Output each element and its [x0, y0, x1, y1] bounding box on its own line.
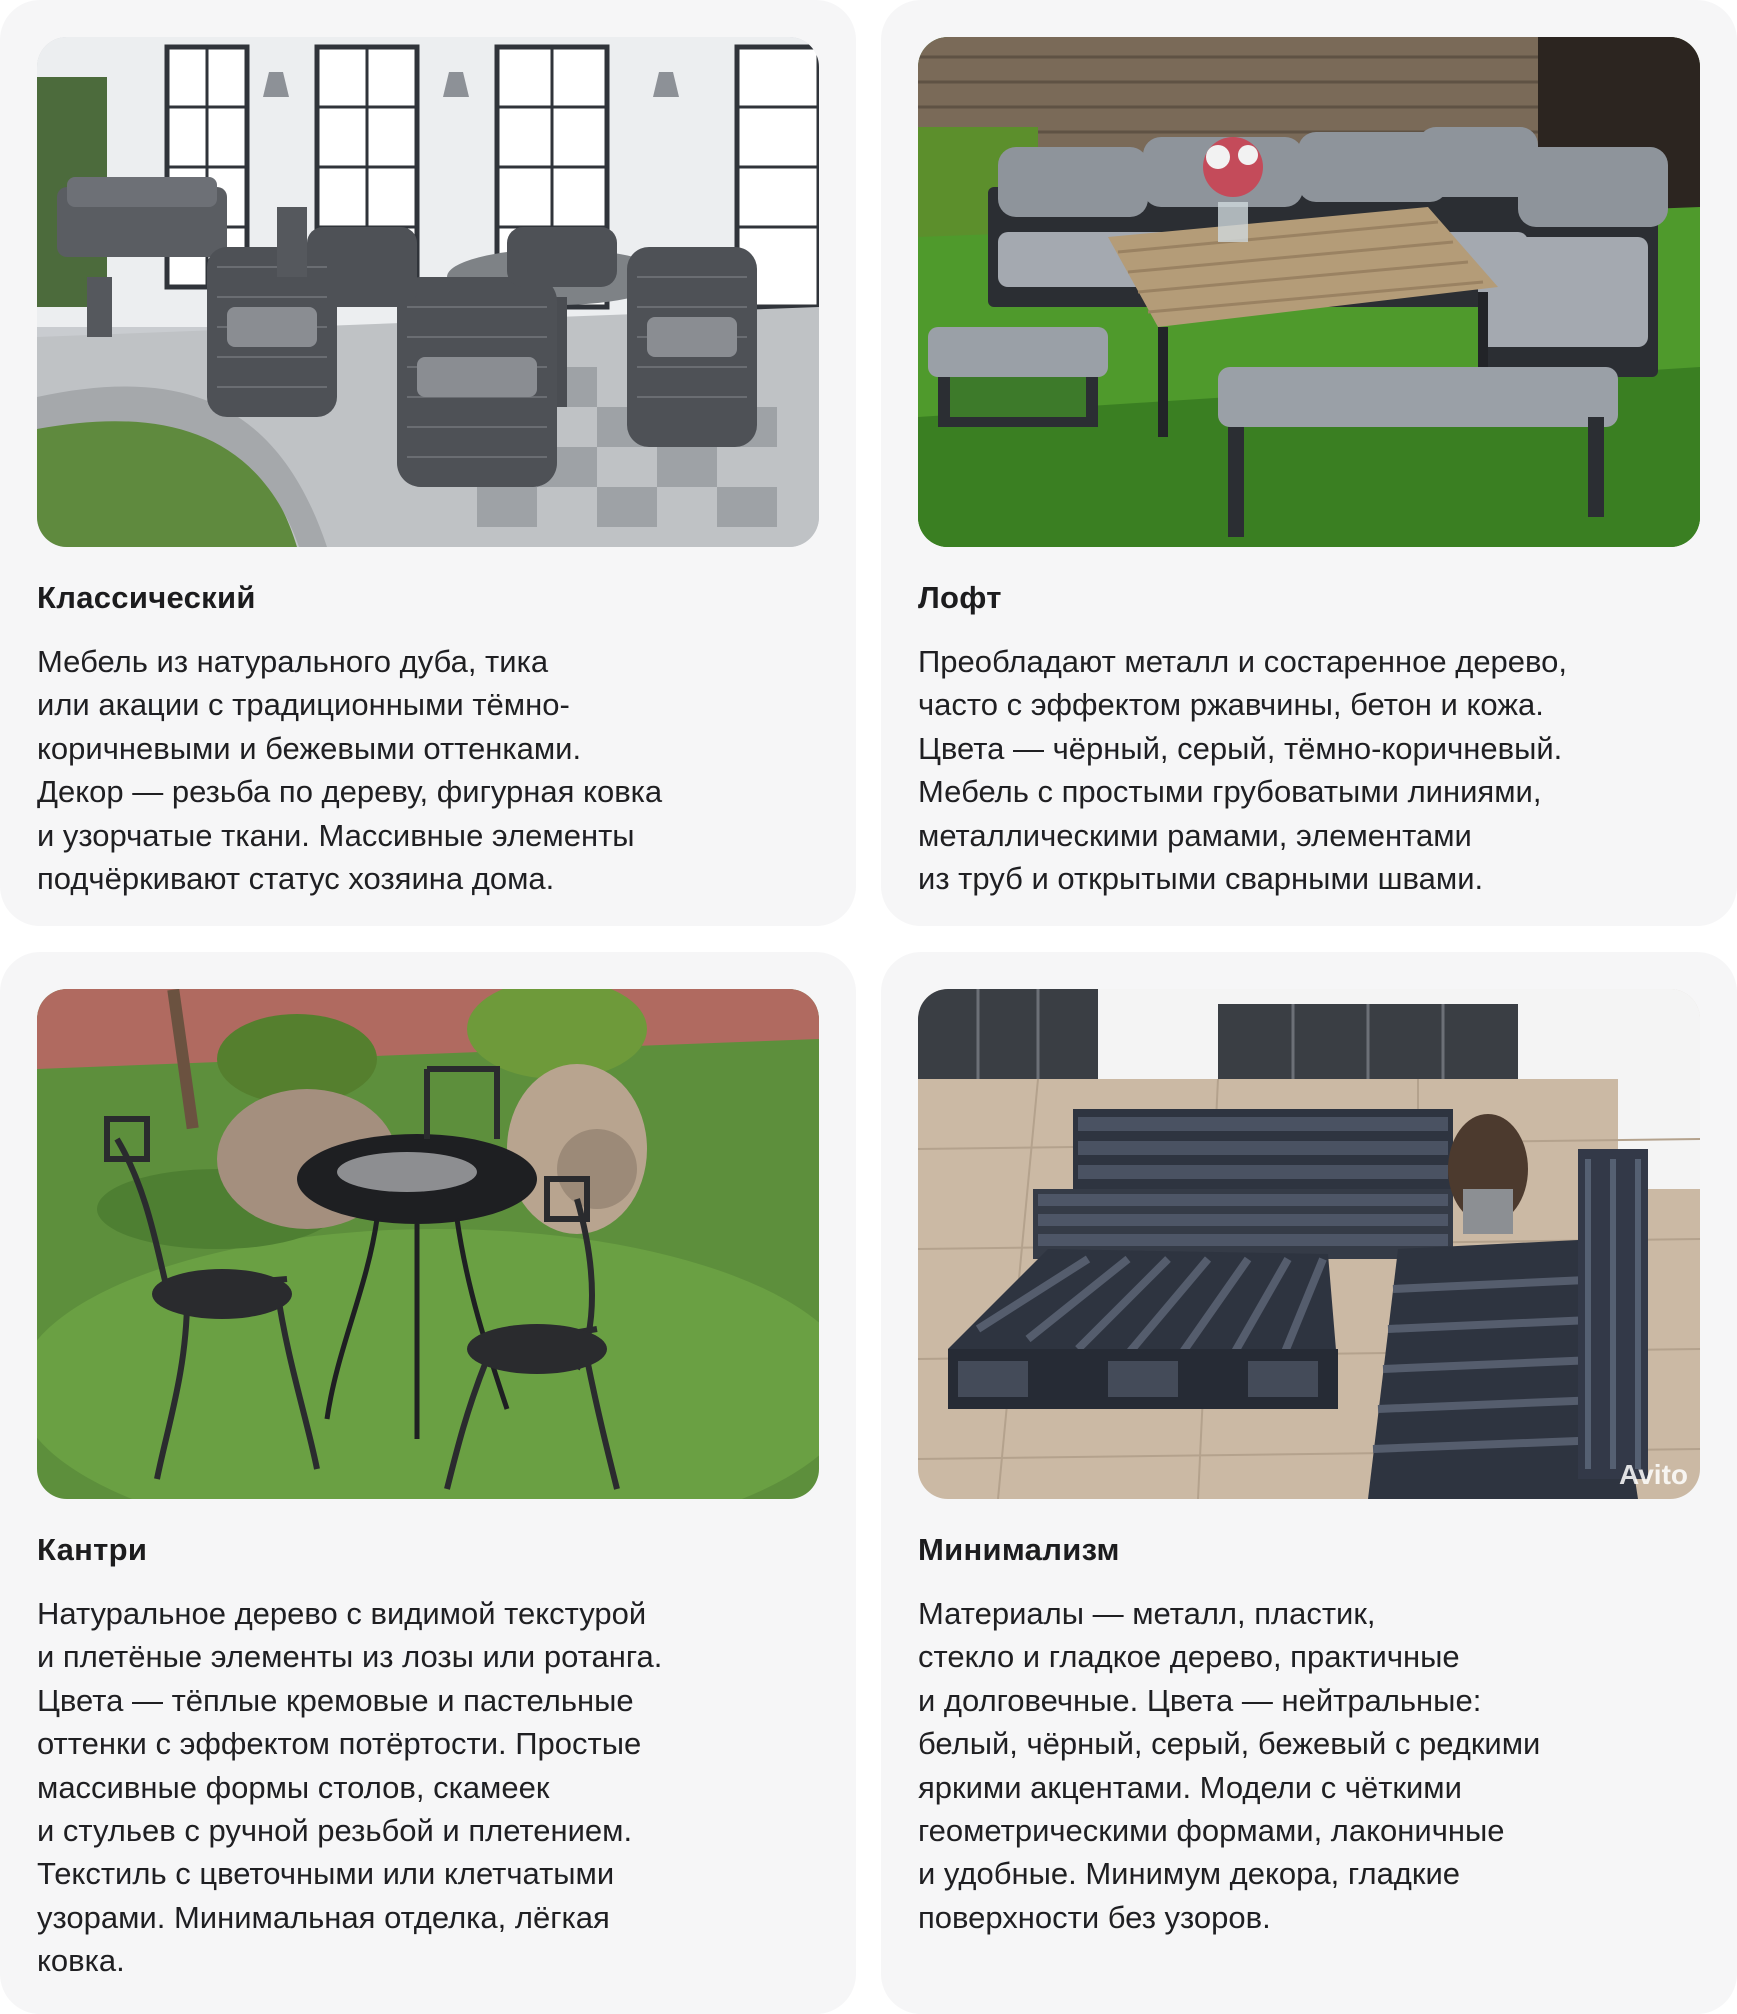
description-line: Цвета — тёплые кремовые и пастельные — [37, 1682, 634, 1718]
description-line: и плетёные элементы из лозы или ротанга. — [37, 1639, 663, 1675]
description-line: Декор — резьба по дереву, фигурная ковка — [37, 774, 663, 810]
photo-loft-garden-furniture — [918, 37, 1700, 547]
description-line: массивные формы столов, скамеек — [37, 1769, 550, 1805]
description-line: белый, чёрный, серый, бежевый с редкими — [918, 1726, 1541, 1762]
description-line: Мебель с простыми грубоватыми линиями, — [918, 774, 1542, 810]
description-line: и узорчатые ткани. Массивные элементы — [37, 817, 635, 853]
description-line: узорами. Минимальная отделка, лёгкая — [37, 1899, 610, 1935]
description-line: и стульев с ручной резьбой и плетением. — [37, 1813, 633, 1849]
card-loft — [881, 0, 1737, 926]
card-description — [37, 640, 662, 900]
card-title: Минимализм — [918, 1532, 1120, 1567]
description-line: Материалы — металл, пластик, — [918, 1596, 1376, 1631]
card-description — [918, 1592, 1540, 1939]
description-line: стекло и гладкое дерево, практичные — [918, 1639, 1460, 1675]
photo-classic-garden-furniture — [37, 37, 819, 547]
description-line: или акации с традиционными тёмно- — [37, 687, 570, 723]
description-line: подчёркивают статус хозяина дома. — [37, 861, 555, 897]
card-title: Классический — [37, 580, 256, 615]
photo-country-garden-furniture — [37, 989, 819, 1499]
description-line: оттенки с эффектом потёртости. Простые — [37, 1726, 642, 1762]
description-line: Цвета — чёрный, серый, тёмно-коричневый. — [918, 730, 1563, 766]
description-line: Натуральное дерево с видимой текстурой — [37, 1596, 647, 1631]
card-minimalism — [881, 952, 1737, 2014]
description-line: из труб и открытыми сварными швами. — [918, 861, 1484, 897]
card-country — [0, 952, 856, 2014]
card-title: Кантри — [37, 1532, 148, 1567]
card-description — [37, 1592, 662, 1983]
description-line: и удобные. Минимум декора, гладкие — [918, 1856, 1461, 1892]
description-line: коричневыми и бежевыми оттенками. — [37, 730, 582, 766]
description-line: часто с эффектом ржавчины, бетон и кожа. — [918, 687, 1544, 723]
photo-minimalism-pallet-furniture — [918, 989, 1700, 1499]
card-title: Лофт — [918, 580, 1002, 615]
description-line: Мебель из натурального дуба, тика — [37, 644, 549, 679]
card-description — [918, 640, 1567, 900]
description-line: Преобладают металл и состаренное дерево, — [918, 644, 1568, 679]
avito-watermark: Avito — [1619, 1459, 1688, 1490]
card-classic — [0, 0, 856, 926]
description-line: геометрическими формами, лаконичные — [918, 1813, 1505, 1849]
description-line: яркими акцентами. Модели с чёткими — [918, 1769, 1462, 1805]
description-line: металлическими рамами, элементами — [918, 817, 1472, 853]
description-line: и долговечные. Цвета — нейтральные: — [918, 1682, 1482, 1718]
description-line: ковка. — [37, 1943, 125, 1979]
description-line: Текстиль с цветочными или клетчатыми — [37, 1856, 615, 1892]
description-line: поверхности без узоров. — [918, 1899, 1271, 1935]
